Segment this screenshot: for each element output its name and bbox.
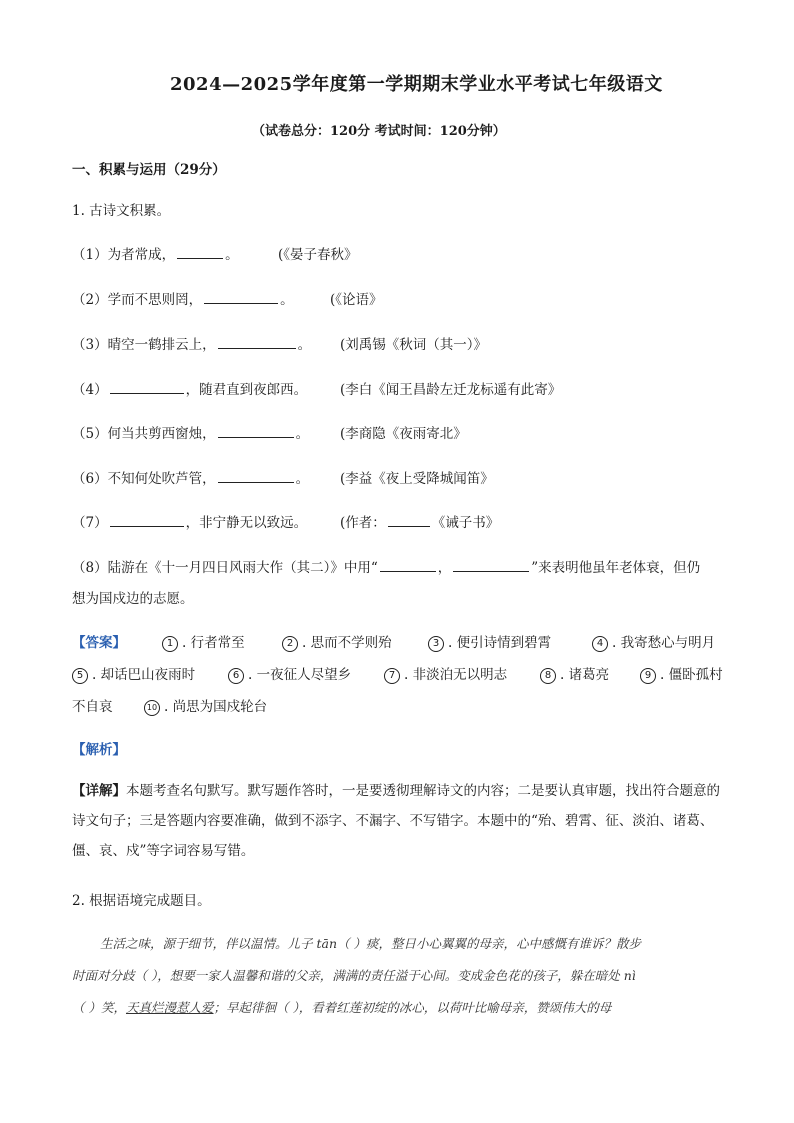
answer-item-5 bbox=[72, 663, 195, 684]
circled-number: 4 bbox=[592, 636, 608, 652]
q1-item-1-text: （1）为者常成， bbox=[72, 247, 176, 263]
source-text: 《晏子春秋》 bbox=[283, 247, 358, 263]
q1-item-7-text: （7） bbox=[72, 515, 108, 531]
q1-item-8-sep: ， bbox=[437, 560, 452, 576]
q1-item-7 bbox=[72, 511, 307, 531]
q1-item-2 bbox=[72, 288, 294, 308]
q1-item-5 bbox=[72, 422, 309, 442]
detail-text: 本题考查名句默写。默写题作答时，一是要透彻理解诗文的内容；二是要认真审题，找出符合题意的诗文句子；三是答题内容要准确，做到不添字、不漏字、不写错字。本题中的“殆、碧霄、征、淡泊、诸葛、僵、哀、戍”等字词容易写错。 bbox=[72, 783, 720, 859]
answer-blank bbox=[110, 525, 184, 527]
q1-item-7-end: ，非宁静无以致远。 bbox=[185, 515, 308, 531]
q1-item-5-source: (李商隐《夜雨寄北》 bbox=[340, 426, 467, 442]
q1-item-3 bbox=[72, 333, 311, 353]
answer-blank bbox=[110, 392, 184, 394]
passage-fragment: （ ）笑， bbox=[72, 1000, 126, 1015]
analysis-label: 【解析】 bbox=[72, 742, 126, 758]
q1-item-3-text: （3）晴空一鹤排云上， bbox=[72, 337, 216, 353]
answer-text: . 一夜征人尽望乡 bbox=[248, 667, 352, 683]
answer-item-10 bbox=[144, 695, 267, 716]
analysis-label-row bbox=[72, 738, 126, 758]
q1-item-3-end: 。 bbox=[297, 337, 312, 353]
answer-blank bbox=[388, 525, 430, 527]
answer-blank bbox=[177, 257, 223, 259]
answer-item-3 bbox=[428, 631, 551, 652]
q1-item-8-end: ”来表明他虽年老体衰，但仍 bbox=[531, 560, 701, 576]
passage-line-1: 生活之味，源于细节，伴以温情。儿子 tān（ ）痰，整日小心翼翼的母亲，心中感慨有谁诉？散步 bbox=[100, 936, 641, 951]
q1-item-4-source: (李白《闻王昌龄左迁龙标遥有此寄》 bbox=[340, 382, 562, 398]
circled-number: 10 bbox=[144, 700, 160, 716]
passage-line-2: 时面对分歧（ ），想要一家人温馨和谐的父亲，满满的责任溢于心间。变成金色花的孩子，躲在暗处 nì bbox=[72, 968, 636, 983]
answer-text: . 便引诗情到碧霄 bbox=[448, 635, 552, 651]
answer-blank bbox=[204, 302, 278, 304]
q1-item-2-text: （2）学而不思则罔， bbox=[72, 292, 203, 308]
q1-item-5-text: （5）何当共剪西窗烛， bbox=[72, 426, 216, 442]
question-1-stem: 1. 古诗文积累。 bbox=[72, 203, 171, 219]
q1-item-4-end: ，随君直到夜郎西。 bbox=[185, 382, 308, 398]
circled-number: 9 bbox=[640, 668, 656, 684]
detail-paragraph bbox=[72, 776, 722, 866]
q1-item-4-text: （4） bbox=[72, 382, 108, 398]
answer-blank bbox=[453, 570, 529, 572]
underlined-phrase: 天真烂漫惹人爱 bbox=[125, 1000, 214, 1015]
q1-item-7-source bbox=[340, 511, 499, 531]
circled-number: 7 bbox=[384, 668, 400, 684]
q1-item-5-end: 。 bbox=[295, 426, 310, 442]
answer-blank bbox=[380, 570, 436, 572]
circled-number: 1 bbox=[162, 636, 178, 652]
passage-line-3 bbox=[72, 998, 611, 1016]
source-text: 《诫子书》 bbox=[431, 515, 500, 531]
answer-item-7 bbox=[384, 663, 507, 684]
q1-item-6-source: (李益《夜上受降城闻笛》 bbox=[340, 471, 494, 487]
answer-blank bbox=[218, 481, 294, 483]
q1-item-8 bbox=[72, 556, 700, 576]
q1-item-3-source: (刘禹锡《秋词（其一）》 bbox=[340, 337, 488, 353]
circled-number: 5 bbox=[72, 668, 88, 684]
answer-item-9 bbox=[640, 663, 723, 684]
circled-number: 2 bbox=[282, 636, 298, 652]
q1-item-4 bbox=[72, 378, 307, 398]
circled-number: 8 bbox=[540, 668, 556, 684]
answer-text: . 却话巴山夜雨时 bbox=[92, 667, 196, 683]
circled-number: 3 bbox=[428, 636, 444, 652]
passage-fragment: ；早起徘徊（ ），看着红莲初绽的冰心，以荷叶比喻母亲，赞颂伟大的母 bbox=[213, 1000, 612, 1015]
answer-text: . 思而不学则殆 bbox=[302, 635, 392, 651]
answer-blank bbox=[218, 436, 294, 438]
answer-text: . 非淡泊无以明志 bbox=[404, 667, 508, 683]
source-text: 《论语》 bbox=[335, 292, 383, 308]
answer-text: . 行者常至 bbox=[182, 635, 245, 651]
q1-item-6-text: （6）不知何处吹芦管， bbox=[72, 471, 216, 487]
q1-item-1-source: (《晏子春秋》 bbox=[278, 247, 358, 263]
q1-item-1 bbox=[72, 243, 239, 263]
source-author-label: (作者： bbox=[340, 515, 386, 531]
answer-wrap: 不自哀 bbox=[72, 699, 113, 715]
answer-text: . 诸葛亮 bbox=[560, 667, 610, 683]
answer-item-6 bbox=[228, 663, 351, 684]
page-title: 2024—2025学年度第一学期期末学业水平考试七年级语文 bbox=[170, 74, 663, 95]
q1-item-8-line2: 想为国戍边的志愿。 bbox=[72, 591, 194, 607]
answer-label: 【答案】 bbox=[72, 635, 126, 651]
answer-blank bbox=[218, 347, 296, 349]
question-2-stem: 2. 根据语境完成题目。 bbox=[72, 893, 211, 909]
answer-text: . 僵卧孤村 bbox=[660, 667, 723, 683]
answer-row-1 bbox=[72, 631, 126, 651]
exam-info: （试卷总分：120分 考试时间：120分钟） bbox=[252, 124, 506, 139]
answer-item-1 bbox=[162, 631, 245, 652]
answer-item-4 bbox=[592, 631, 715, 652]
q1-item-6 bbox=[72, 467, 309, 487]
q1-item-2-end: 。 bbox=[280, 292, 294, 308]
answer-text: . 尚思为国戍轮台 bbox=[164, 699, 268, 715]
circled-number: 6 bbox=[228, 668, 244, 684]
detail-label: 【详解】 bbox=[72, 783, 126, 799]
section-heading: 一、积累与运用（29分） bbox=[72, 162, 226, 178]
answer-item-2 bbox=[282, 631, 392, 652]
answer-item-8 bbox=[540, 663, 609, 684]
answer-text: . 我寄愁心与明月 bbox=[612, 635, 716, 651]
q1-item-1-end: 。 bbox=[225, 247, 239, 263]
q1-item-6-end: 。 bbox=[295, 471, 310, 487]
q1-item-8-text: （8）陆游在《十一月四日风雨大作（其二）》中用“ bbox=[72, 560, 378, 576]
q1-item-2-source: (《论语》 bbox=[330, 292, 383, 308]
